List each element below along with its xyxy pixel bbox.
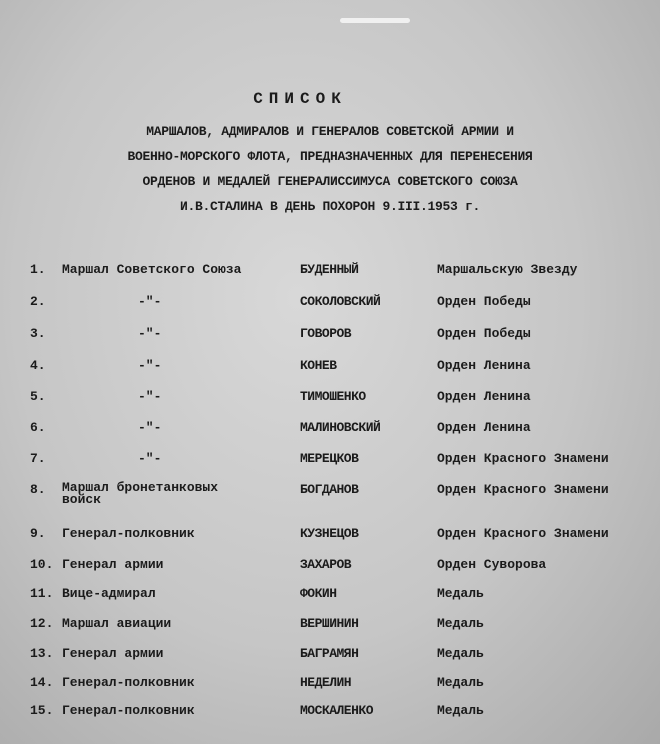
row-number: 9.: [30, 526, 46, 541]
row-surname: БАГРАМЯН: [300, 646, 359, 661]
row-rank: Генерал-полковник: [62, 703, 195, 718]
row-number: 11.: [30, 586, 54, 601]
row-surname: БОГДАНОВ: [300, 482, 359, 497]
row-rank: Маршал Советского Союза: [62, 262, 242, 277]
list-row: [0, 451, 660, 475]
row-rank: Генерал-полковник: [62, 675, 195, 690]
row-rank: -"-: [138, 358, 162, 373]
row-award: Орден Ленина: [437, 420, 531, 435]
row-award: Орден Победы: [437, 326, 531, 341]
subtitle-line: ВОЕННО-МОРСКОГО ФЛОТА, ПРЕДНАЗНАЧЕННЫХ ДЛЯ ПЕРЕНЕСЕНИЯ: [127, 149, 533, 164]
row-number: 13.: [30, 646, 54, 661]
list-row: [0, 420, 660, 444]
row-award: Орден Ленина: [437, 358, 531, 373]
row-surname: ЗАХАРОВ: [300, 557, 352, 572]
row-award: Маршальскую Звезду: [437, 262, 578, 277]
list-row: [0, 389, 660, 413]
row-surname: СОКОЛОВСКИЙ: [300, 294, 381, 309]
row-surname: ВЕРШИНИН: [300, 616, 359, 631]
row-award: Орден Красного Знамени: [437, 526, 609, 541]
row-number: 3.: [30, 326, 46, 341]
row-number: 12.: [30, 616, 54, 631]
row-number: 1.: [30, 262, 46, 277]
list-row: [0, 482, 660, 506]
row-number: 7.: [30, 451, 46, 466]
row-surname: МОСКАЛЕНКО: [300, 703, 374, 718]
row-award: Орден Красного Знамени: [437, 451, 609, 466]
row-number: 8.: [30, 482, 46, 497]
row-number: 6.: [30, 420, 46, 435]
row-rank: Генерал армии: [62, 646, 164, 661]
list-row: [0, 358, 660, 382]
row-award: Медаль: [437, 675, 484, 690]
row-surname: КОНЕВ: [300, 358, 337, 373]
row-number: 4.: [30, 358, 46, 373]
row-award: Медаль: [437, 646, 484, 661]
row-rank: Генерал армии: [62, 557, 164, 572]
list-row: [0, 326, 660, 350]
row-rank: -"-: [138, 294, 162, 309]
row-rank: Маршал авиации: [62, 616, 172, 631]
list-row: [0, 262, 660, 286]
row-award: Орден Победы: [437, 294, 531, 309]
list-row: [0, 703, 660, 727]
list-row: [0, 526, 660, 550]
row-number: 5.: [30, 389, 46, 404]
list-row: [0, 675, 660, 699]
row-rank: Маршал бронетанковых войск: [62, 480, 219, 507]
row-surname: МЕРЕЦКОВ: [300, 451, 359, 466]
row-number: 14.: [30, 675, 54, 690]
list-row: [0, 616, 660, 640]
row-surname: БУДЕННЫЙ: [300, 262, 359, 277]
row-surname: КУЗНЕЦОВ: [300, 526, 359, 541]
subtitle-line: И.В.СТАЛИНА В ДЕНЬ ПОХОРОН 9.III.1953 г.: [179, 199, 481, 214]
document-heading: СПИСОК: [253, 90, 347, 108]
list-row: [0, 586, 660, 610]
row-number: 10.: [30, 557, 54, 572]
list-row: [0, 294, 660, 318]
row-rank: -"-: [138, 451, 162, 466]
row-award: Медаль: [437, 616, 484, 631]
row-award: Медаль: [437, 586, 484, 601]
subtitle-line: МАРШАЛОВ, АДМИРАЛОВ И ГЕНЕРАЛОВ СОВЕТСКОЙ АРМИИ И: [146, 124, 514, 139]
row-rank: Вице-адмирал: [62, 586, 156, 601]
subtitle-line: ОРДЕНОВ И МЕДАЛЕЙ ГЕНЕРАЛИССИМУСА СОВЕТСКОГО СОЮЗА: [142, 174, 518, 189]
row-rank: Генерал-полковник: [62, 526, 195, 541]
row-surname: НЕДЕЛИН: [300, 675, 352, 690]
row-rank: -"-: [138, 420, 162, 435]
row-surname: ТИМОШЕНКО: [300, 389, 366, 404]
row-award: Медаль: [437, 703, 484, 718]
list-row: [0, 646, 660, 670]
row-award: Орден Суворова: [437, 557, 547, 572]
row-award: Орден Ленина: [437, 389, 531, 404]
row-surname: ГОВОРОВ: [300, 326, 352, 341]
row-number: 15.: [30, 703, 54, 718]
row-surname: МАЛИНОВСКИЙ: [300, 420, 381, 435]
row-award: Орден Красного Знамени: [437, 482, 609, 497]
row-surname: ФОКИН: [300, 586, 337, 601]
row-number: 2.: [30, 294, 46, 309]
row-rank: -"-: [138, 389, 162, 404]
list-row: [0, 557, 660, 581]
row-rank: -"-: [138, 326, 162, 341]
